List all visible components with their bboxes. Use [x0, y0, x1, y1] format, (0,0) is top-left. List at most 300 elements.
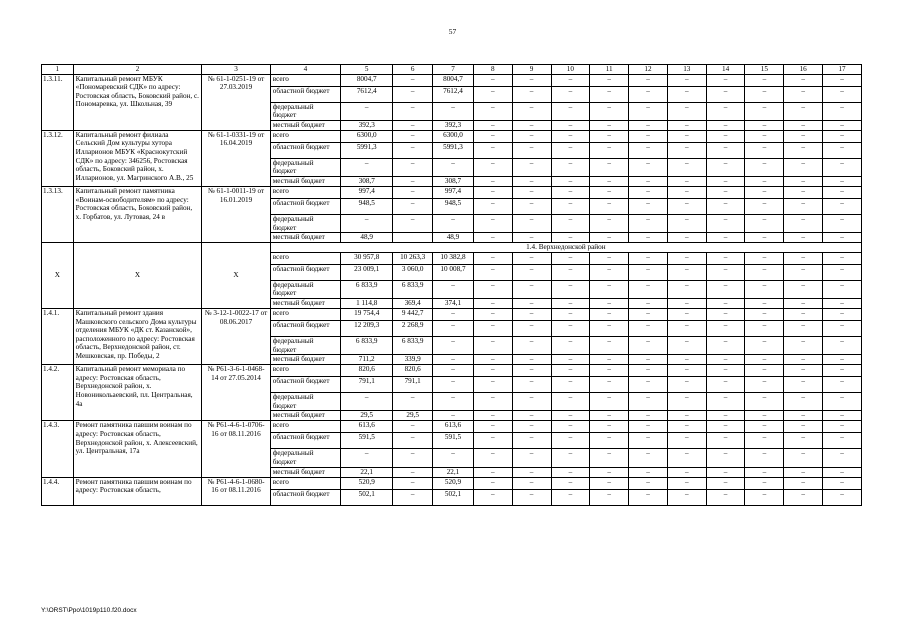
value-col11: –	[590, 176, 629, 186]
value-col15: –	[745, 158, 784, 176]
value-col12: –	[629, 214, 668, 232]
value-col5: 392,3	[341, 120, 393, 130]
file-path-footer: Y:\ORST\Ppo\1019p110.f20.docx	[41, 607, 137, 614]
value-col10: –	[551, 102, 590, 120]
value-col13: –	[667, 433, 706, 449]
value-col10: –	[551, 74, 590, 86]
column-number: 9	[512, 65, 551, 75]
document-number: № Р61-3-6-1-0468-14 от 27.05.2014	[202, 365, 270, 421]
document-number: № 61-1-0251-19 от 27.03.2019	[202, 74, 270, 130]
value-col8: –	[473, 186, 512, 198]
value-col7: –	[433, 393, 474, 411]
value-col5: 6 833,9	[341, 336, 393, 354]
value-col9: –	[512, 176, 551, 186]
value-col13: –	[667, 102, 706, 120]
value-col13: –	[667, 449, 706, 467]
value-col11: –	[590, 308, 629, 320]
value-col10: –	[551, 320, 590, 336]
value-col7: 7612,4	[433, 86, 474, 102]
value-col9: –	[512, 477, 551, 489]
value-col14: –	[706, 214, 745, 232]
value-col11: –	[590, 411, 629, 421]
value-col17: –	[823, 86, 862, 102]
value-col12: –	[629, 336, 668, 354]
value-col11: –	[590, 377, 629, 393]
value-col6: 369,4	[393, 298, 433, 308]
value-col15: –	[745, 142, 784, 158]
value-col14: –	[706, 449, 745, 467]
value-col5: 7612,4	[341, 86, 393, 102]
value-col8: –	[473, 298, 512, 308]
value-col12: –	[629, 298, 668, 308]
value-col13: –	[667, 308, 706, 320]
value-col8: –	[473, 176, 512, 186]
table-row	[42, 477, 862, 489]
value-col15: –	[745, 433, 784, 449]
value-col6: –	[393, 421, 433, 433]
value-col15: –	[745, 377, 784, 393]
value-col15: –	[745, 449, 784, 467]
value-col11: –	[590, 467, 629, 477]
value-col11: –	[590, 421, 629, 433]
value-col5: 613,6	[341, 421, 393, 433]
value-col17: –	[823, 264, 862, 280]
value-col17: –	[823, 411, 862, 421]
value-col13: –	[667, 320, 706, 336]
value-col12: –	[629, 308, 668, 320]
value-col13: –	[667, 198, 706, 214]
value-col10: –	[551, 158, 590, 176]
value-col10: –	[551, 198, 590, 214]
value-col5: 22,1	[341, 467, 393, 477]
value-col6: –	[393, 489, 433, 505]
value-col12: –	[629, 130, 668, 142]
value-col5: 19 754,4	[341, 308, 393, 320]
value-col16: –	[784, 176, 823, 186]
value-col15: –	[745, 489, 784, 505]
column-number: 15	[745, 65, 784, 75]
value-col12: –	[629, 355, 668, 365]
value-col9: –	[512, 489, 551, 505]
budget-label: федеральный бюджет	[270, 214, 340, 232]
item-number: 1.3.11.	[42, 74, 74, 130]
value-col6: –	[393, 198, 433, 214]
value-col5: –	[341, 102, 393, 120]
value-col14: –	[706, 280, 745, 298]
value-col16: –	[784, 142, 823, 158]
value-col14: –	[706, 467, 745, 477]
value-col17: –	[823, 298, 862, 308]
value-col13: –	[667, 355, 706, 365]
table-row	[42, 365, 862, 377]
value-col9: –	[512, 377, 551, 393]
value-col13: –	[667, 467, 706, 477]
value-col9: –	[512, 320, 551, 336]
value-col17: –	[823, 280, 862, 298]
budget-label: местный бюджет	[270, 176, 340, 186]
value-col13: –	[667, 421, 706, 433]
value-col5: 820,6	[341, 365, 393, 377]
value-col13: –	[667, 298, 706, 308]
value-col8: –	[473, 355, 512, 365]
value-col8: –	[473, 74, 512, 86]
budget-label: всего	[270, 252, 340, 264]
value-col9: –	[512, 74, 551, 86]
budget-label: местный бюджет	[270, 298, 340, 308]
value-col10: –	[551, 355, 590, 365]
budget-label: федеральный бюджет	[270, 449, 340, 467]
budget-label: областной бюджет	[270, 489, 340, 505]
value-col9: –	[512, 130, 551, 142]
value-col16: –	[784, 411, 823, 421]
budget-label: всего	[270, 365, 340, 377]
value-col9: –	[512, 308, 551, 320]
value-col5: –	[341, 214, 393, 232]
value-col14: –	[706, 130, 745, 142]
value-col10: –	[551, 467, 590, 477]
value-col16: –	[784, 298, 823, 308]
value-col17: –	[823, 74, 862, 86]
value-col14: –	[706, 298, 745, 308]
value-col17: –	[823, 489, 862, 505]
value-col16: –	[784, 355, 823, 365]
column-number: 4	[270, 65, 340, 75]
column-number: 2	[73, 65, 202, 75]
value-col9: –	[512, 336, 551, 354]
value-col10: –	[551, 186, 590, 198]
budget-label: областной бюджет	[270, 433, 340, 449]
value-col8: –	[473, 142, 512, 158]
value-col10: –	[551, 233, 590, 243]
value-col6: 791,1	[393, 377, 433, 393]
value-col13: –	[667, 377, 706, 393]
value-col14: –	[706, 264, 745, 280]
value-col14: –	[706, 74, 745, 86]
value-col12: –	[629, 467, 668, 477]
value-col15: –	[745, 198, 784, 214]
value-col5: 502,1	[341, 489, 393, 505]
value-col12: –	[629, 377, 668, 393]
value-col10: –	[551, 176, 590, 186]
budget-label: всего	[270, 308, 340, 320]
value-col12: –	[629, 449, 668, 467]
value-col14: –	[706, 233, 745, 243]
value-col7: 10 008,7	[433, 264, 474, 280]
value-col8: –	[473, 102, 512, 120]
section-title-row	[42, 243, 862, 253]
budget-table	[41, 64, 862, 506]
value-col16: –	[784, 449, 823, 467]
value-col13: –	[667, 130, 706, 142]
value-col17: –	[823, 233, 862, 243]
value-col10: –	[551, 142, 590, 158]
value-col10: –	[551, 421, 590, 433]
value-col16: –	[784, 433, 823, 449]
value-col9: –	[512, 186, 551, 198]
value-col9: –	[512, 355, 551, 365]
value-col7: –	[433, 308, 474, 320]
table-row	[42, 186, 862, 198]
value-col14: –	[706, 158, 745, 176]
value-col12: –	[629, 252, 668, 264]
value-col9: –	[512, 280, 551, 298]
value-col16: –	[784, 158, 823, 176]
value-col11: –	[590, 298, 629, 308]
budget-label: местный бюджет	[270, 355, 340, 365]
value-col11: –	[590, 489, 629, 505]
column-number: 13	[667, 65, 706, 75]
value-col12: –	[629, 186, 668, 198]
value-col17: –	[823, 336, 862, 354]
value-col7: 22,1	[433, 467, 474, 477]
item-number: 1.4.2.	[42, 365, 74, 421]
column-number: 7	[433, 65, 474, 75]
value-col10: –	[551, 477, 590, 489]
value-col13: –	[667, 120, 706, 130]
value-col9: –	[512, 198, 551, 214]
value-col8: –	[473, 449, 512, 467]
budget-label: федеральный бюджет	[270, 102, 340, 120]
value-col6: –	[393, 74, 433, 86]
value-col12: –	[629, 477, 668, 489]
value-col17: –	[823, 320, 862, 336]
value-col17: –	[823, 393, 862, 411]
value-col13: –	[667, 142, 706, 158]
value-col10: –	[551, 308, 590, 320]
value-col17: –	[823, 158, 862, 176]
budget-label: федеральный бюджет	[270, 393, 340, 411]
value-col7: 5991,3	[433, 142, 474, 158]
value-col15: –	[745, 298, 784, 308]
value-col9: –	[512, 252, 551, 264]
value-col8: –	[473, 477, 512, 489]
value-col7: 392,3	[433, 120, 474, 130]
column-number: 10	[551, 65, 590, 75]
value-col14: –	[706, 308, 745, 320]
value-col6: –	[393, 120, 433, 130]
value-col15: –	[745, 421, 784, 433]
value-col12: –	[629, 411, 668, 421]
value-col6: –	[393, 433, 433, 449]
value-col12: –	[629, 264, 668, 280]
budget-label: местный бюджет	[270, 233, 340, 243]
value-col9: –	[512, 158, 551, 176]
value-col6: –	[393, 142, 433, 158]
value-col8: –	[473, 198, 512, 214]
value-col5: –	[341, 158, 393, 176]
value-col7: 520,9	[433, 477, 474, 489]
budget-label: всего	[270, 130, 340, 142]
value-col7: 374,1	[433, 298, 474, 308]
value-col7: 308,7	[433, 176, 474, 186]
value-col6: 339,9	[393, 355, 433, 365]
value-col17: –	[823, 214, 862, 232]
value-col13: –	[667, 280, 706, 298]
value-col6: 6 833,9	[393, 280, 433, 298]
value-col17: –	[823, 176, 862, 186]
value-col7: –	[433, 449, 474, 467]
value-col11: –	[590, 264, 629, 280]
value-col15: –	[745, 393, 784, 411]
value-col7: –	[433, 158, 474, 176]
object-name: Ремонт памятника павшим воинам по адресу: Ростовская область, Верхнедонской район, х. Алексеевский, ул. Центральная, 17а	[73, 421, 202, 477]
value-col8: –	[473, 252, 512, 264]
value-col7: 997,4	[433, 186, 474, 198]
value-col7: 613,6	[433, 421, 474, 433]
value-col12: –	[629, 86, 668, 102]
value-col12: –	[629, 120, 668, 130]
value-col12: –	[629, 176, 668, 186]
value-col10: –	[551, 433, 590, 449]
value-col9: –	[512, 393, 551, 411]
value-col9: –	[512, 421, 551, 433]
value-col16: –	[784, 280, 823, 298]
value-col10: –	[551, 252, 590, 264]
value-col5: 997,4	[341, 186, 393, 198]
value-col16: –	[784, 421, 823, 433]
value-col10: –	[551, 449, 590, 467]
value-col11: –	[590, 142, 629, 158]
value-col6: –	[393, 449, 433, 467]
column-number: 3	[202, 65, 270, 75]
value-col14: –	[706, 252, 745, 264]
value-col13: –	[667, 74, 706, 86]
value-col10: –	[551, 336, 590, 354]
value-col10: –	[551, 377, 590, 393]
value-col6: –	[393, 158, 433, 176]
budget-label: всего	[270, 186, 340, 198]
column-number: 16	[784, 65, 823, 75]
value-col5: –	[341, 393, 393, 411]
value-col15: –	[745, 477, 784, 489]
value-col14: –	[706, 336, 745, 354]
value-col15: –	[745, 264, 784, 280]
value-col16: –	[784, 214, 823, 232]
value-col13: –	[667, 186, 706, 198]
value-col7: –	[433, 320, 474, 336]
value-col11: –	[590, 393, 629, 411]
value-col6: 29,5	[393, 411, 433, 421]
value-col13: –	[667, 393, 706, 411]
value-col6: –	[393, 477, 433, 489]
value-col14: –	[706, 433, 745, 449]
value-col7: 6300,0	[433, 130, 474, 142]
value-col12: –	[629, 142, 668, 158]
value-col16: –	[784, 489, 823, 505]
value-col11: –	[590, 320, 629, 336]
value-col6: –	[393, 176, 433, 186]
value-col8: –	[473, 120, 512, 130]
value-col5: 6300,0	[341, 130, 393, 142]
column-number: 12	[629, 65, 668, 75]
value-col12: –	[629, 433, 668, 449]
value-col9: –	[512, 102, 551, 120]
budget-label: областной бюджет	[270, 198, 340, 214]
value-col6: 10 263,3	[393, 252, 433, 264]
value-col9: –	[512, 264, 551, 280]
object-name: Капитальный ремонт памятника «Воинам-освободителям» по адресу: Ростовская область, Боковский район, х. Горбатов, ул. Лутовая, 24 в	[73, 186, 202, 242]
value-col15: –	[745, 252, 784, 264]
budget-label: федеральный бюджет	[270, 158, 340, 176]
value-col15: –	[745, 130, 784, 142]
column-number: 17	[823, 65, 862, 75]
value-col7: –	[433, 377, 474, 393]
value-col9: –	[512, 120, 551, 130]
value-col8: –	[473, 433, 512, 449]
value-col6: 3 060,0	[393, 264, 433, 280]
value-col13: –	[667, 477, 706, 489]
value-col8: –	[473, 377, 512, 393]
value-col10: –	[551, 120, 590, 130]
value-col7: 591,5	[433, 433, 474, 449]
value-col16: –	[784, 365, 823, 377]
page-number: 57	[448, 27, 457, 36]
value-col9: –	[512, 233, 551, 243]
value-col14: –	[706, 198, 745, 214]
value-col11: –	[590, 186, 629, 198]
value-col16: –	[784, 130, 823, 142]
value-col10: –	[551, 411, 590, 421]
value-col14: –	[706, 377, 745, 393]
value-col15: –	[745, 280, 784, 298]
value-col5: 23 009,1	[341, 264, 393, 280]
value-col13: –	[667, 176, 706, 186]
value-col8: –	[473, 214, 512, 232]
value-col14: –	[706, 355, 745, 365]
value-col15: –	[745, 411, 784, 421]
value-col8: –	[473, 393, 512, 411]
section-title: 1.4. Верхнедонской район	[270, 243, 861, 253]
budget-label: областной бюджет	[270, 320, 340, 336]
value-col8: –	[473, 365, 512, 377]
document-number: № 3-12-1-0022-17 от 08.06.2017	[202, 308, 270, 364]
value-col6: –	[393, 214, 433, 232]
budget-label: областной бюджет	[270, 377, 340, 393]
value-col13: –	[667, 158, 706, 176]
table-row	[42, 421, 862, 433]
value-col9: –	[512, 449, 551, 467]
value-col15: –	[745, 233, 784, 243]
document-number: № 61-1-0011-19 от 16.01.2019	[202, 186, 270, 242]
value-col5: 520,9	[341, 477, 393, 489]
value-col15: –	[745, 320, 784, 336]
value-col14: –	[706, 421, 745, 433]
value-col12: –	[629, 158, 668, 176]
section-x-cell: X	[73, 243, 202, 309]
value-col16: –	[784, 198, 823, 214]
value-col13: –	[667, 411, 706, 421]
value-col7: –	[433, 411, 474, 421]
value-col15: –	[745, 214, 784, 232]
column-number-row	[42, 65, 862, 75]
value-col9: –	[512, 142, 551, 158]
budget-label: местный бюджет	[270, 467, 340, 477]
value-col11: –	[590, 233, 629, 243]
value-col8: –	[473, 421, 512, 433]
value-col5: 711,2	[341, 355, 393, 365]
table-row	[42, 308, 862, 320]
value-col12: –	[629, 320, 668, 336]
value-col15: –	[745, 74, 784, 86]
value-col11: –	[590, 365, 629, 377]
value-col6: –	[393, 467, 433, 477]
value-col7: –	[433, 280, 474, 298]
value-col16: –	[784, 467, 823, 477]
value-col5: 48,9	[341, 233, 393, 243]
value-col7: –	[433, 336, 474, 354]
value-col10: –	[551, 393, 590, 411]
value-col17: –	[823, 102, 862, 120]
